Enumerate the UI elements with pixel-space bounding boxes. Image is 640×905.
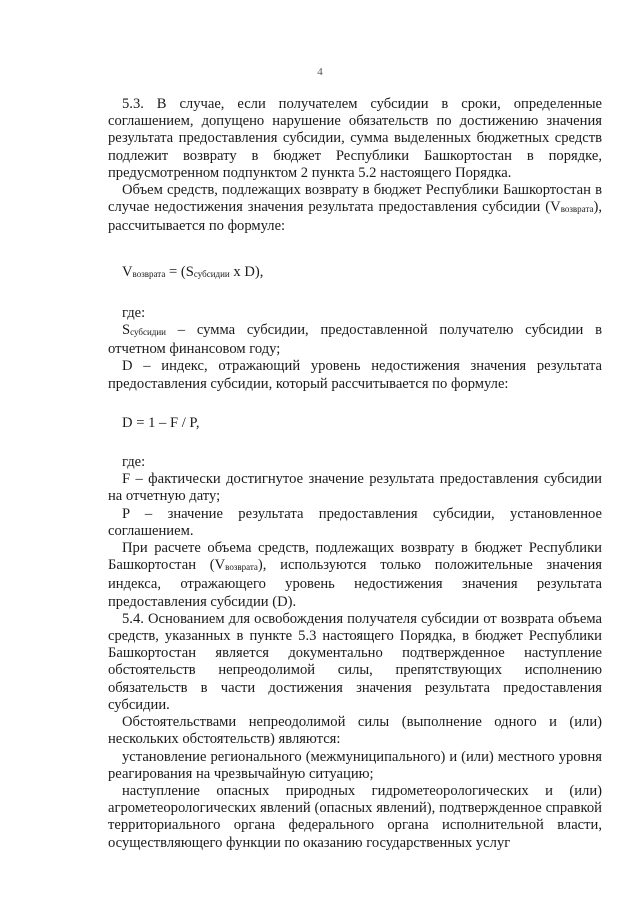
formula-v-end: x D), — [229, 263, 264, 280]
definition-f: F – фактически достигнутое значение результата предоставления субсидии на отчетную дату; — [108, 471, 602, 505]
page-number: 4 — [317, 66, 323, 78]
definition-p: P – значение результата предоставления субсидии, установленное соглашением. — [108, 505, 602, 539]
paragraph-5-4: 5.4. Основанием для освобождения получателя субсидии от возврата объема средств, указанных в пункте 5.3 настоящего Порядка, в бюджет Республики Башкортостан является документально подтвержденное наступление обстоятельств непреодолимой силы, препятствующих исполнению обязательств в части достижения значения результата предоставления субсидии. — [108, 610, 602, 713]
document-body — [108, 96, 602, 852]
paragraph-5-3: 5.3. В случае, если получателем субсидии в сроки, определенные соглашением, допущено нарушение обязательств по достижению значения результата предоставления субсидии, сумма выделенных бюджетных средств подлежит возврату в бюджет Республики Башкортостан в порядке, предусмотренном подпунктом 2 пункта 5.2 настоящего Порядка. — [108, 96, 602, 181]
formula-v-symbol: V — [122, 263, 133, 280]
paragraph-calculation-text: При расчете объема средств, подлежащих возврату в бюджет Республики Башкортостан (V — [108, 540, 602, 574]
where-label-1: где: — [122, 304, 146, 321]
paragraph-calculation-text-end: ), используются только положительные значения индекса, отражающего уровень недостижения значения результата предоставления субсидии (D). — [108, 557, 602, 610]
formula-v-return — [108, 264, 602, 283]
definition-s-text: – сумма субсидии, предоставленной получателю субсидии в отчетном финансовом году; — [108, 322, 602, 358]
formula-v-subscript: возврата — [132, 268, 166, 279]
v-subscript: возврата — [560, 204, 594, 215]
paragraph-volume-text-end: ), рассчитывается по формуле: — [108, 199, 602, 235]
definition-d: D – индекс, отражающий уровень недостижения значения результата предоставления субсидии, который рассчитывается по формуле: — [108, 358, 602, 392]
definition-s — [108, 322, 602, 358]
paragraph-hydrometeorological: наступление опасных природных гидрометеорологических и (или) агрометеорологических явлений (опасных явлений), подтвержденное справкой территориального органа федерального органа исполнительной власти, осуществляющего функции по оказанию государственных услуг — [108, 782, 602, 851]
paragraph-volume — [108, 182, 602, 236]
paragraph-calculation — [108, 540, 602, 611]
paragraph-emergency: установление регионального (межмуниципального) и (или) местного уровня реагирования на чрезвычайную ситуацию; — [108, 748, 602, 782]
paragraph-force-majeure: Обстоятельствами непреодолимой силы (выполнение одного и (или) нескольких обстоятельств) являются: — [108, 714, 602, 748]
formula-s-subscript: субсидии — [193, 268, 230, 279]
formula-s-symbol: = (S — [165, 263, 194, 280]
definition-s-subscript: субсидии — [130, 327, 166, 338]
calc-v-subscript: возврата — [225, 562, 258, 573]
formula-d: D = 1 – F / P, — [122, 414, 200, 431]
definition-s-symbol: S — [122, 322, 131, 339]
where-label-2: где: — [122, 454, 146, 471]
paragraph-volume-text: Объем средств, подлежащих возврату в бюджет Республики Башкортостан в случае недостижения значения результата предоставления субсидии (V — [108, 182, 602, 216]
